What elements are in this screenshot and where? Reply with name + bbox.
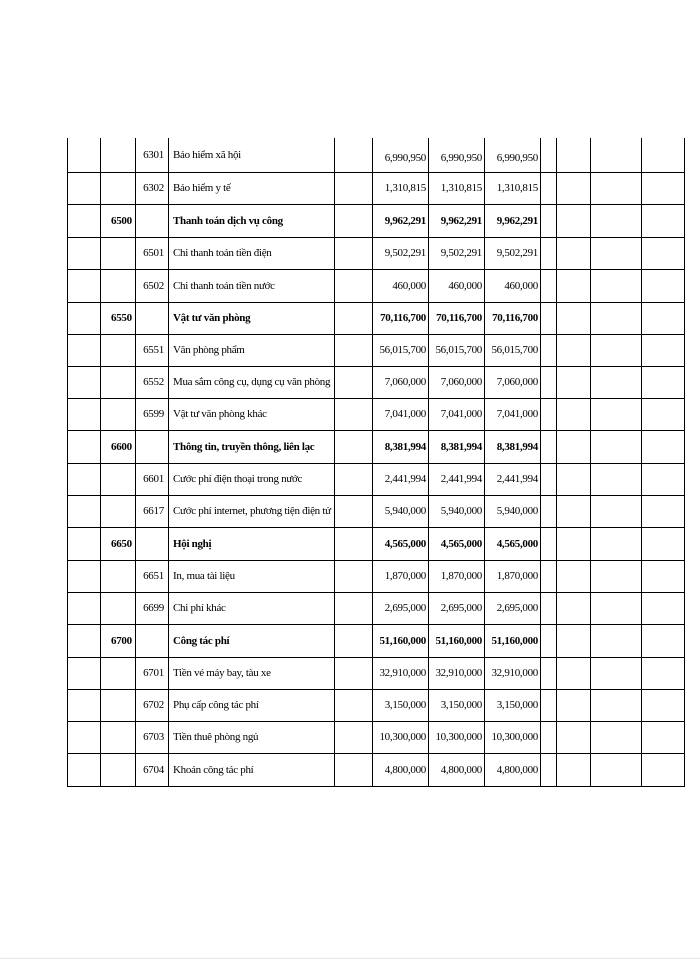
amount-cell-3: 3,150,000 <box>485 689 541 721</box>
amount-cell-2: 6,990,950 <box>429 138 485 172</box>
blank-cell <box>642 657 685 689</box>
sub-code-cell: 6501 <box>136 237 169 269</box>
table-row <box>68 398 685 430</box>
blank-cell <box>591 430 642 463</box>
blank-cell <box>591 624 642 657</box>
amount-cell-3: 2,441,994 <box>485 463 541 495</box>
group-code-cell <box>101 237 136 269</box>
amount-cell-1: 9,502,291 <box>373 237 429 269</box>
table-row <box>68 269 685 302</box>
blank-cell <box>68 624 101 657</box>
blank-cell <box>541 657 557 689</box>
amount-cell-2: 10,300,000 <box>429 721 485 753</box>
amount-cell-3: 10,300,000 <box>485 721 541 753</box>
amount-cell-1: 8,381,994 <box>373 430 429 463</box>
table-row-group <box>68 204 685 237</box>
item-name-cell: Chi thanh toán tiền điện <box>169 237 335 269</box>
blank-cell <box>68 560 101 592</box>
amount-cell-2: 56,015,700 <box>429 334 485 366</box>
group-code-cell <box>101 657 136 689</box>
item-name-cell: Bảo hiểm y tế <box>169 172 335 204</box>
blank-cell <box>68 721 101 753</box>
amount-cell-1: 51,160,000 <box>373 624 429 657</box>
page-bottom-rule <box>0 958 700 959</box>
blank-cell <box>541 269 557 302</box>
amount-cell-2: 1,310,815 <box>429 172 485 204</box>
group-code-cell <box>101 721 136 753</box>
blank-cell <box>541 366 557 398</box>
amount-cell-2: 460,000 <box>429 269 485 302</box>
sub-code-cell: 6601 <box>136 463 169 495</box>
blank-cell <box>541 592 557 624</box>
blank-cell <box>557 138 591 172</box>
sub-code-cell <box>136 204 169 237</box>
blank-cell <box>591 398 642 430</box>
amount-cell-3: 8,381,994 <box>485 430 541 463</box>
blank-cell <box>541 721 557 753</box>
blank-cell <box>642 172 685 204</box>
item-name-cell: Chi thanh toán tiền nước <box>169 269 335 302</box>
sub-code-cell: 6301 <box>136 138 169 172</box>
blank-cell <box>642 237 685 269</box>
amount-cell-3: 4,565,000 <box>485 527 541 560</box>
group-code-cell: 6500 <box>101 204 136 237</box>
amount-cell-2: 51,160,000 <box>429 624 485 657</box>
budget-table <box>67 138 685 787</box>
blank-cell <box>557 463 591 495</box>
group-code-cell <box>101 366 136 398</box>
blank-cell <box>68 334 101 366</box>
amount-cell-2: 8,381,994 <box>429 430 485 463</box>
blank-cell <box>68 204 101 237</box>
amount-cell-1: 1,870,000 <box>373 560 429 592</box>
amount-cell-2: 4,565,000 <box>429 527 485 560</box>
blank-cell <box>591 657 642 689</box>
amount-cell-1: 5,940,000 <box>373 495 429 527</box>
blank-cell <box>541 172 557 204</box>
table-row <box>68 495 685 527</box>
blank-cell <box>541 527 557 560</box>
blank-cell <box>68 657 101 689</box>
blank-cell <box>541 689 557 721</box>
amount-cell-3: 32,910,000 <box>485 657 541 689</box>
blank-cell <box>557 495 591 527</box>
blank-cell <box>335 204 373 237</box>
amount-cell-1: 6,990,950 <box>373 138 429 172</box>
table-row <box>68 592 685 624</box>
table-row <box>68 172 685 204</box>
blank-cell <box>68 753 101 786</box>
table-row <box>68 721 685 753</box>
blank-cell <box>557 527 591 560</box>
blank-cell <box>541 624 557 657</box>
blank-cell <box>591 204 642 237</box>
blank-cell <box>557 334 591 366</box>
amount-cell-2: 7,041,000 <box>429 398 485 430</box>
group-code-cell <box>101 560 136 592</box>
blank-cell <box>591 689 642 721</box>
blank-cell <box>541 334 557 366</box>
sub-code-cell <box>136 430 169 463</box>
item-name-cell: Cước phí điện thoại trong nước <box>169 463 335 495</box>
blank-cell <box>591 721 642 753</box>
blank-cell <box>68 592 101 624</box>
blank-cell <box>557 172 591 204</box>
amount-cell-3: 9,962,291 <box>485 204 541 237</box>
sub-code-cell: 6552 <box>136 366 169 398</box>
blank-cell <box>335 398 373 430</box>
blank-cell <box>541 302 557 334</box>
blank-cell <box>642 560 685 592</box>
amount-cell-2: 9,962,291 <box>429 204 485 237</box>
amount-cell-1: 7,060,000 <box>373 366 429 398</box>
sub-code-cell <box>136 624 169 657</box>
group-code-cell <box>101 138 136 172</box>
group-code-cell: 6650 <box>101 527 136 560</box>
blank-cell <box>335 624 373 657</box>
amount-cell-3: 56,015,700 <box>485 334 541 366</box>
blank-cell <box>642 334 685 366</box>
group-code-cell: 6550 <box>101 302 136 334</box>
item-name-cell: Vật tư văn phòng khác <box>169 398 335 430</box>
blank-cell <box>541 237 557 269</box>
amount-cell-3: 51,160,000 <box>485 624 541 657</box>
blank-cell <box>335 657 373 689</box>
amount-cell-3: 5,940,000 <box>485 495 541 527</box>
group-code-cell <box>101 463 136 495</box>
blank-cell <box>335 269 373 302</box>
blank-cell <box>591 753 642 786</box>
table-row-group <box>68 430 685 463</box>
blank-cell <box>557 592 591 624</box>
blank-cell <box>557 204 591 237</box>
item-name-cell: Tiền thuê phòng ngủ <box>169 721 335 753</box>
blank-cell <box>335 430 373 463</box>
amount-cell-1: 10,300,000 <box>373 721 429 753</box>
sub-code-cell: 6701 <box>136 657 169 689</box>
amount-cell-1: 460,000 <box>373 269 429 302</box>
table-row <box>68 657 685 689</box>
blank-cell <box>557 560 591 592</box>
item-name-cell: Văn phòng phẩm <box>169 334 335 366</box>
blank-cell <box>557 302 591 334</box>
item-name-cell: Thông tin, truyền thông, liên lạc <box>169 430 335 463</box>
blank-cell <box>557 689 591 721</box>
blank-cell <box>557 269 591 302</box>
sub-code-cell: 6703 <box>136 721 169 753</box>
blank-cell <box>591 269 642 302</box>
group-code-cell: 6700 <box>101 624 136 657</box>
blank-cell <box>642 624 685 657</box>
sub-code-cell: 6302 <box>136 172 169 204</box>
amount-cell-1: 70,116,700 <box>373 302 429 334</box>
amount-cell-2: 3,150,000 <box>429 689 485 721</box>
blank-cell <box>335 495 373 527</box>
amount-cell-2: 32,910,000 <box>429 657 485 689</box>
blank-cell <box>541 204 557 237</box>
blank-cell <box>557 624 591 657</box>
blank-cell <box>335 560 373 592</box>
blank-cell <box>642 689 685 721</box>
blank-cell <box>642 592 685 624</box>
amount-cell-1: 2,441,994 <box>373 463 429 495</box>
group-code-cell <box>101 592 136 624</box>
sub-code-cell: 6704 <box>136 753 169 786</box>
sub-code-cell: 6699 <box>136 592 169 624</box>
item-name-cell: Chi phí khác <box>169 592 335 624</box>
amount-cell-3: 7,060,000 <box>485 366 541 398</box>
blank-cell <box>591 138 642 172</box>
table-row-group <box>68 527 685 560</box>
group-code-cell <box>101 689 136 721</box>
blank-cell <box>642 430 685 463</box>
blank-cell <box>335 366 373 398</box>
blank-cell <box>591 495 642 527</box>
table-row <box>68 366 685 398</box>
amount-cell-3: 1,870,000 <box>485 560 541 592</box>
blank-cell <box>642 495 685 527</box>
amount-cell-1: 1,310,815 <box>373 172 429 204</box>
blank-cell <box>642 463 685 495</box>
sub-code-cell: 6651 <box>136 560 169 592</box>
blank-cell <box>541 560 557 592</box>
blank-cell <box>642 398 685 430</box>
blank-cell <box>68 398 101 430</box>
blank-cell <box>642 138 685 172</box>
amount-cell-1: 56,015,700 <box>373 334 429 366</box>
amount-cell-3: 9,502,291 <box>485 237 541 269</box>
item-name-cell: Cước phí internet, phương tiện điện tử <box>169 495 335 527</box>
blank-cell <box>557 237 591 269</box>
blank-cell <box>68 366 101 398</box>
blank-cell <box>68 430 101 463</box>
sub-code-cell: 6551 <box>136 334 169 366</box>
blank-cell <box>591 560 642 592</box>
blank-cell <box>591 463 642 495</box>
amount-cell-3: 70,116,700 <box>485 302 541 334</box>
group-code-cell <box>101 398 136 430</box>
amount-cell-1: 3,150,000 <box>373 689 429 721</box>
blank-cell <box>68 172 101 204</box>
blank-cell <box>335 172 373 204</box>
blank-cell <box>642 527 685 560</box>
blank-cell <box>335 721 373 753</box>
amount-cell-1: 4,565,000 <box>373 527 429 560</box>
group-code-cell <box>101 334 136 366</box>
sub-code-cell <box>136 527 169 560</box>
blank-cell <box>68 237 101 269</box>
blank-cell <box>557 430 591 463</box>
blank-cell <box>335 592 373 624</box>
blank-cell <box>68 269 101 302</box>
blank-cell <box>335 138 373 172</box>
amount-cell-3: 6,990,950 <box>485 138 541 172</box>
table-row <box>68 463 685 495</box>
blank-cell <box>68 527 101 560</box>
sub-code-cell <box>136 302 169 334</box>
blank-cell <box>557 366 591 398</box>
blank-cell <box>591 527 642 560</box>
amount-cell-1: 2,695,000 <box>373 592 429 624</box>
blank-cell <box>642 204 685 237</box>
table-row-group <box>68 302 685 334</box>
blank-cell <box>68 302 101 334</box>
amount-cell-2: 1,870,000 <box>429 560 485 592</box>
amount-cell-2: 70,116,700 <box>429 302 485 334</box>
blank-cell <box>591 172 642 204</box>
amount-cell-2: 2,441,994 <box>429 463 485 495</box>
blank-cell <box>541 430 557 463</box>
blank-cell <box>68 463 101 495</box>
table-row <box>68 560 685 592</box>
blank-cell <box>642 269 685 302</box>
blank-cell <box>591 592 642 624</box>
amount-cell-1: 4,800,000 <box>373 753 429 786</box>
item-name-cell: Vật tư văn phòng <box>169 302 335 334</box>
blank-cell <box>591 334 642 366</box>
amount-cell-2: 7,060,000 <box>429 366 485 398</box>
blank-cell <box>68 138 101 172</box>
item-name-cell: Khoán công tác phí <box>169 753 335 786</box>
amount-cell-1: 32,910,000 <box>373 657 429 689</box>
sub-code-cell: 6502 <box>136 269 169 302</box>
item-name-cell: Công tác phí <box>169 624 335 657</box>
amount-cell-2: 4,800,000 <box>429 753 485 786</box>
blank-cell <box>335 753 373 786</box>
group-code-cell <box>101 495 136 527</box>
blank-cell <box>335 689 373 721</box>
table-row-group <box>68 624 685 657</box>
blank-cell <box>557 721 591 753</box>
blank-cell <box>541 463 557 495</box>
item-name-cell: Hội nghị <box>169 527 335 560</box>
blank-cell <box>335 463 373 495</box>
table-body <box>68 138 685 786</box>
blank-cell <box>541 138 557 172</box>
blank-cell <box>591 302 642 334</box>
group-code-cell: 6600 <box>101 430 136 463</box>
sub-code-cell: 6702 <box>136 689 169 721</box>
amount-cell-2: 9,502,291 <box>429 237 485 269</box>
item-name-cell: Phụ cấp công tác phí <box>169 689 335 721</box>
amount-cell-3: 1,310,815 <box>485 172 541 204</box>
blank-cell <box>335 527 373 560</box>
amount-cell-3: 7,041,000 <box>485 398 541 430</box>
table-row <box>68 237 685 269</box>
blank-cell <box>557 657 591 689</box>
blank-cell <box>541 753 557 786</box>
blank-cell <box>335 237 373 269</box>
item-name-cell: Tiền vé máy bay, tàu xe <box>169 657 335 689</box>
amount-cell-1: 7,041,000 <box>373 398 429 430</box>
amount-cell-3: 2,695,000 <box>485 592 541 624</box>
sub-code-cell: 6617 <box>136 495 169 527</box>
blank-cell <box>642 753 685 786</box>
group-code-cell <box>101 753 136 786</box>
blank-cell <box>642 366 685 398</box>
group-code-cell <box>101 269 136 302</box>
blank-cell <box>642 721 685 753</box>
blank-cell <box>557 753 591 786</box>
table-row <box>68 689 685 721</box>
blank-cell <box>68 495 101 527</box>
group-code-cell <box>101 172 136 204</box>
item-name-cell: Thanh toán dịch vụ công <box>169 204 335 237</box>
item-name-cell: Bảo hiểm xã hội <box>169 138 335 172</box>
blank-cell <box>541 495 557 527</box>
blank-cell <box>335 302 373 334</box>
amount-cell-1: 9,962,291 <box>373 204 429 237</box>
amount-cell-3: 4,800,000 <box>485 753 541 786</box>
blank-cell <box>591 237 642 269</box>
amount-cell-2: 5,940,000 <box>429 495 485 527</box>
table-row <box>68 334 685 366</box>
blank-cell <box>557 398 591 430</box>
blank-cell <box>642 302 685 334</box>
item-name-cell: In, mua tài liệu <box>169 560 335 592</box>
blank-cell <box>541 398 557 430</box>
amount-cell-2: 2,695,000 <box>429 592 485 624</box>
blank-cell <box>591 366 642 398</box>
sub-code-cell: 6599 <box>136 398 169 430</box>
amount-cell-3: 460,000 <box>485 269 541 302</box>
blank-cell <box>68 689 101 721</box>
item-name-cell: Mua sắm công cụ, dụng cụ văn phòng <box>169 366 335 398</box>
table-row <box>68 138 685 172</box>
table-row <box>68 753 685 786</box>
blank-cell <box>335 334 373 366</box>
